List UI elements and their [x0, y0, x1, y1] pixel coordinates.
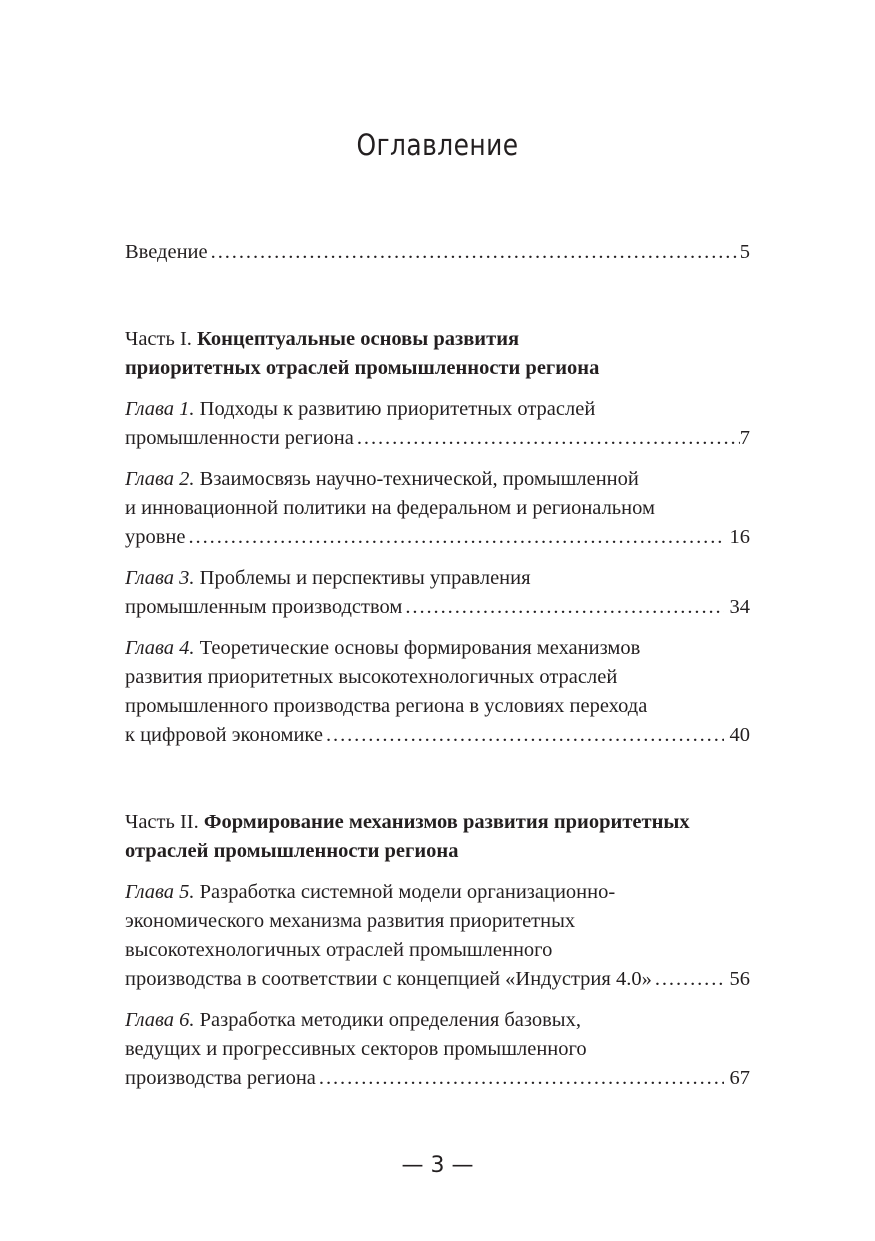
chapter-label: Глава 6.	[125, 1009, 195, 1031]
toc-page-number: 40	[729, 724, 750, 746]
part-title-continued: отраслей промышленности региона	[125, 840, 459, 862]
part-title: Концептуальные основы развития	[197, 328, 520, 350]
toc-entry-chapter-4[interactable]	[125, 634, 750, 750]
chapter-title: Взаимосвязь научно-технической, промышленной	[194, 468, 639, 490]
dot-leader	[316, 1064, 724, 1093]
chapter-title-continued: уровне	[125, 526, 186, 548]
dot-leader	[652, 965, 724, 994]
dot-leader	[208, 238, 740, 267]
chapter-title: Подходы к развитию приоритетных отраслей	[194, 398, 596, 420]
toc-entry-chapter-1[interactable]	[125, 395, 750, 453]
chapter-title-continued: производства региона	[125, 1067, 316, 1089]
dot-leader	[323, 721, 724, 750]
part-title-continued: приоритетных отраслей промышленности региона	[125, 357, 600, 379]
chapter-label: Глава 2.	[125, 468, 195, 490]
chapter-title-continued: к цифровой экономике	[125, 724, 323, 746]
toc-page-number: 34	[729, 596, 750, 618]
chapter-label: Глава 4.	[125, 637, 195, 659]
toc-page-number: 16	[729, 526, 750, 548]
toc-entry-chapter-3[interactable]	[125, 564, 750, 622]
page-title: Оглавление	[356, 128, 519, 162]
chapter-title-continued: развития приоритетных высокотехнологичных отраслей	[125, 666, 618, 688]
part-title: Формирование механизмов развития приоритетных	[203, 811, 690, 833]
page-number-footer: — 3 —	[401, 1153, 474, 1178]
chapter-title-continued: экономического механизма развития приоритетных	[125, 910, 576, 932]
chapter-label: Глава 1.	[125, 398, 195, 420]
chapter-label: Глава 5.	[125, 881, 195, 903]
toc-entry-chapter-5[interactable]	[125, 878, 750, 994]
chapter-title-continued: ведущих и прогрессивных секторов промышленного	[125, 1038, 587, 1060]
chapter-title: Разработка системной модели организационно-	[194, 881, 616, 903]
toc-entry-intro[interactable]	[125, 238, 750, 267]
toc-entry-chapter-6[interactable]	[125, 1006, 750, 1093]
toc-page-number: 56	[729, 968, 750, 990]
dot-leader	[354, 424, 740, 453]
chapter-title-continued: производства в соответствии с концепцией «Индустрия 4.0»	[125, 968, 652, 990]
table-of-contents	[125, 238, 750, 1093]
chapter-title-continued: и инновационной политики на федеральном и региональном	[125, 497, 655, 519]
dot-leader	[402, 593, 723, 622]
chapter-title-continued: высокотехнологичных отраслей промышленного	[125, 939, 553, 961]
chapter-title-continued: промышленного производства региона в условиях перехода	[125, 695, 648, 717]
part-prefix: Часть II.	[125, 811, 204, 833]
chapter-title-continued: промышленности региона	[125, 427, 354, 449]
toc-page-number: 7	[739, 427, 750, 449]
part-prefix: Часть I.	[125, 328, 198, 350]
toc-part-2[interactable]	[125, 808, 750, 866]
chapter-title: Разработка методики определения базовых,	[194, 1009, 581, 1031]
toc-part-1[interactable]	[125, 325, 750, 383]
chapter-title: Теоретические основы формирования механизмов	[194, 637, 641, 659]
toc-page-number: 5	[739, 241, 750, 263]
toc-entry-label: Введение	[125, 241, 208, 263]
chapter-title-continued: промышленным производством	[125, 596, 403, 618]
chapter-title: Проблемы и перспективы управления	[194, 567, 531, 589]
toc-page-number: 67	[729, 1067, 750, 1089]
dot-leader	[186, 523, 724, 552]
chapter-label: Глава 3.	[125, 567, 195, 589]
toc-entry-chapter-2[interactable]	[125, 465, 750, 552]
